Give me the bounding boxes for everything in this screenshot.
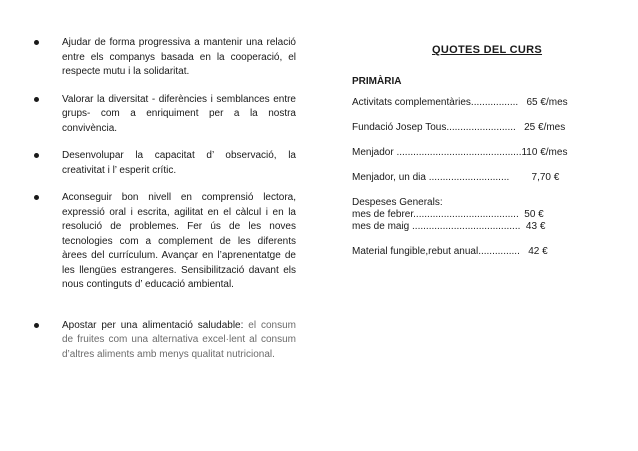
objective-item xyxy=(34,319,296,363)
fees-column xyxy=(352,44,592,258)
objective-item xyxy=(34,93,296,137)
fee-row: Menjador, un dia ............................. 7,70 € xyxy=(352,172,560,183)
objective-text: Aconseguir bon nivell en comprensió lectora, expressió oral i escrita, agilitat en el càlcul i en la resolució de problemes. Fer ús de les noves tecnologies com a complement de les diferents àrees del currículum. Avançar en l’aprenentatge de les llengües estrangeres. Sensibilització davant els nous continguts d’ educació ambiental. xyxy=(62,192,296,290)
fee-group-heading: Despeses Generals: xyxy=(352,197,443,208)
fee-row: mes de febrer...................................... 50 € xyxy=(352,209,544,220)
page-title: QUOTES DEL CURS xyxy=(431,44,543,56)
objectives-list xyxy=(34,36,296,362)
bullet-icon xyxy=(34,323,39,328)
bullet-icon xyxy=(34,40,39,45)
section-heading: PRIMÀRIA xyxy=(352,76,402,87)
bullet-icon xyxy=(34,97,39,102)
fee-row: Fundació Josep Tous......................... 25 €/mes xyxy=(352,122,566,133)
objective-text: el consum de fruites com una alternativa excel·lent al consum d’altres aliments amb menys qualitat nutricional. xyxy=(62,319,296,360)
objective-item xyxy=(34,149,296,178)
objective-item xyxy=(34,191,296,293)
objectives-column xyxy=(34,36,296,375)
objective-text: Valorar la diversitat - diferències i semblances entre grups- com a enriquiment per a la nostra convivència. xyxy=(62,93,296,134)
objective-item xyxy=(34,36,296,80)
bullet-icon xyxy=(34,195,39,200)
objective-text: Desenvolupar la capacitat d’ observació, la creativitat i l’ esperit crític. xyxy=(62,150,296,176)
bullet-icon xyxy=(34,153,39,158)
fee-row: Menjador .............................................110 €/mes xyxy=(352,147,568,158)
objective-lead: Apostar per una alimentació saludable: xyxy=(62,319,244,331)
objective-text: Ajudar de forma progressiva a mantenir una relació entre els companys basada en la cooperació, el respecte mutu i la solidaritat. xyxy=(62,37,296,77)
fee-row: Activitats complementàries................. 65 €/mes xyxy=(352,97,568,108)
fee-row: mes de maig ....................................... 43 € xyxy=(352,221,546,232)
fee-row: Material fungible,rebut anual............... 42 € xyxy=(352,246,548,257)
